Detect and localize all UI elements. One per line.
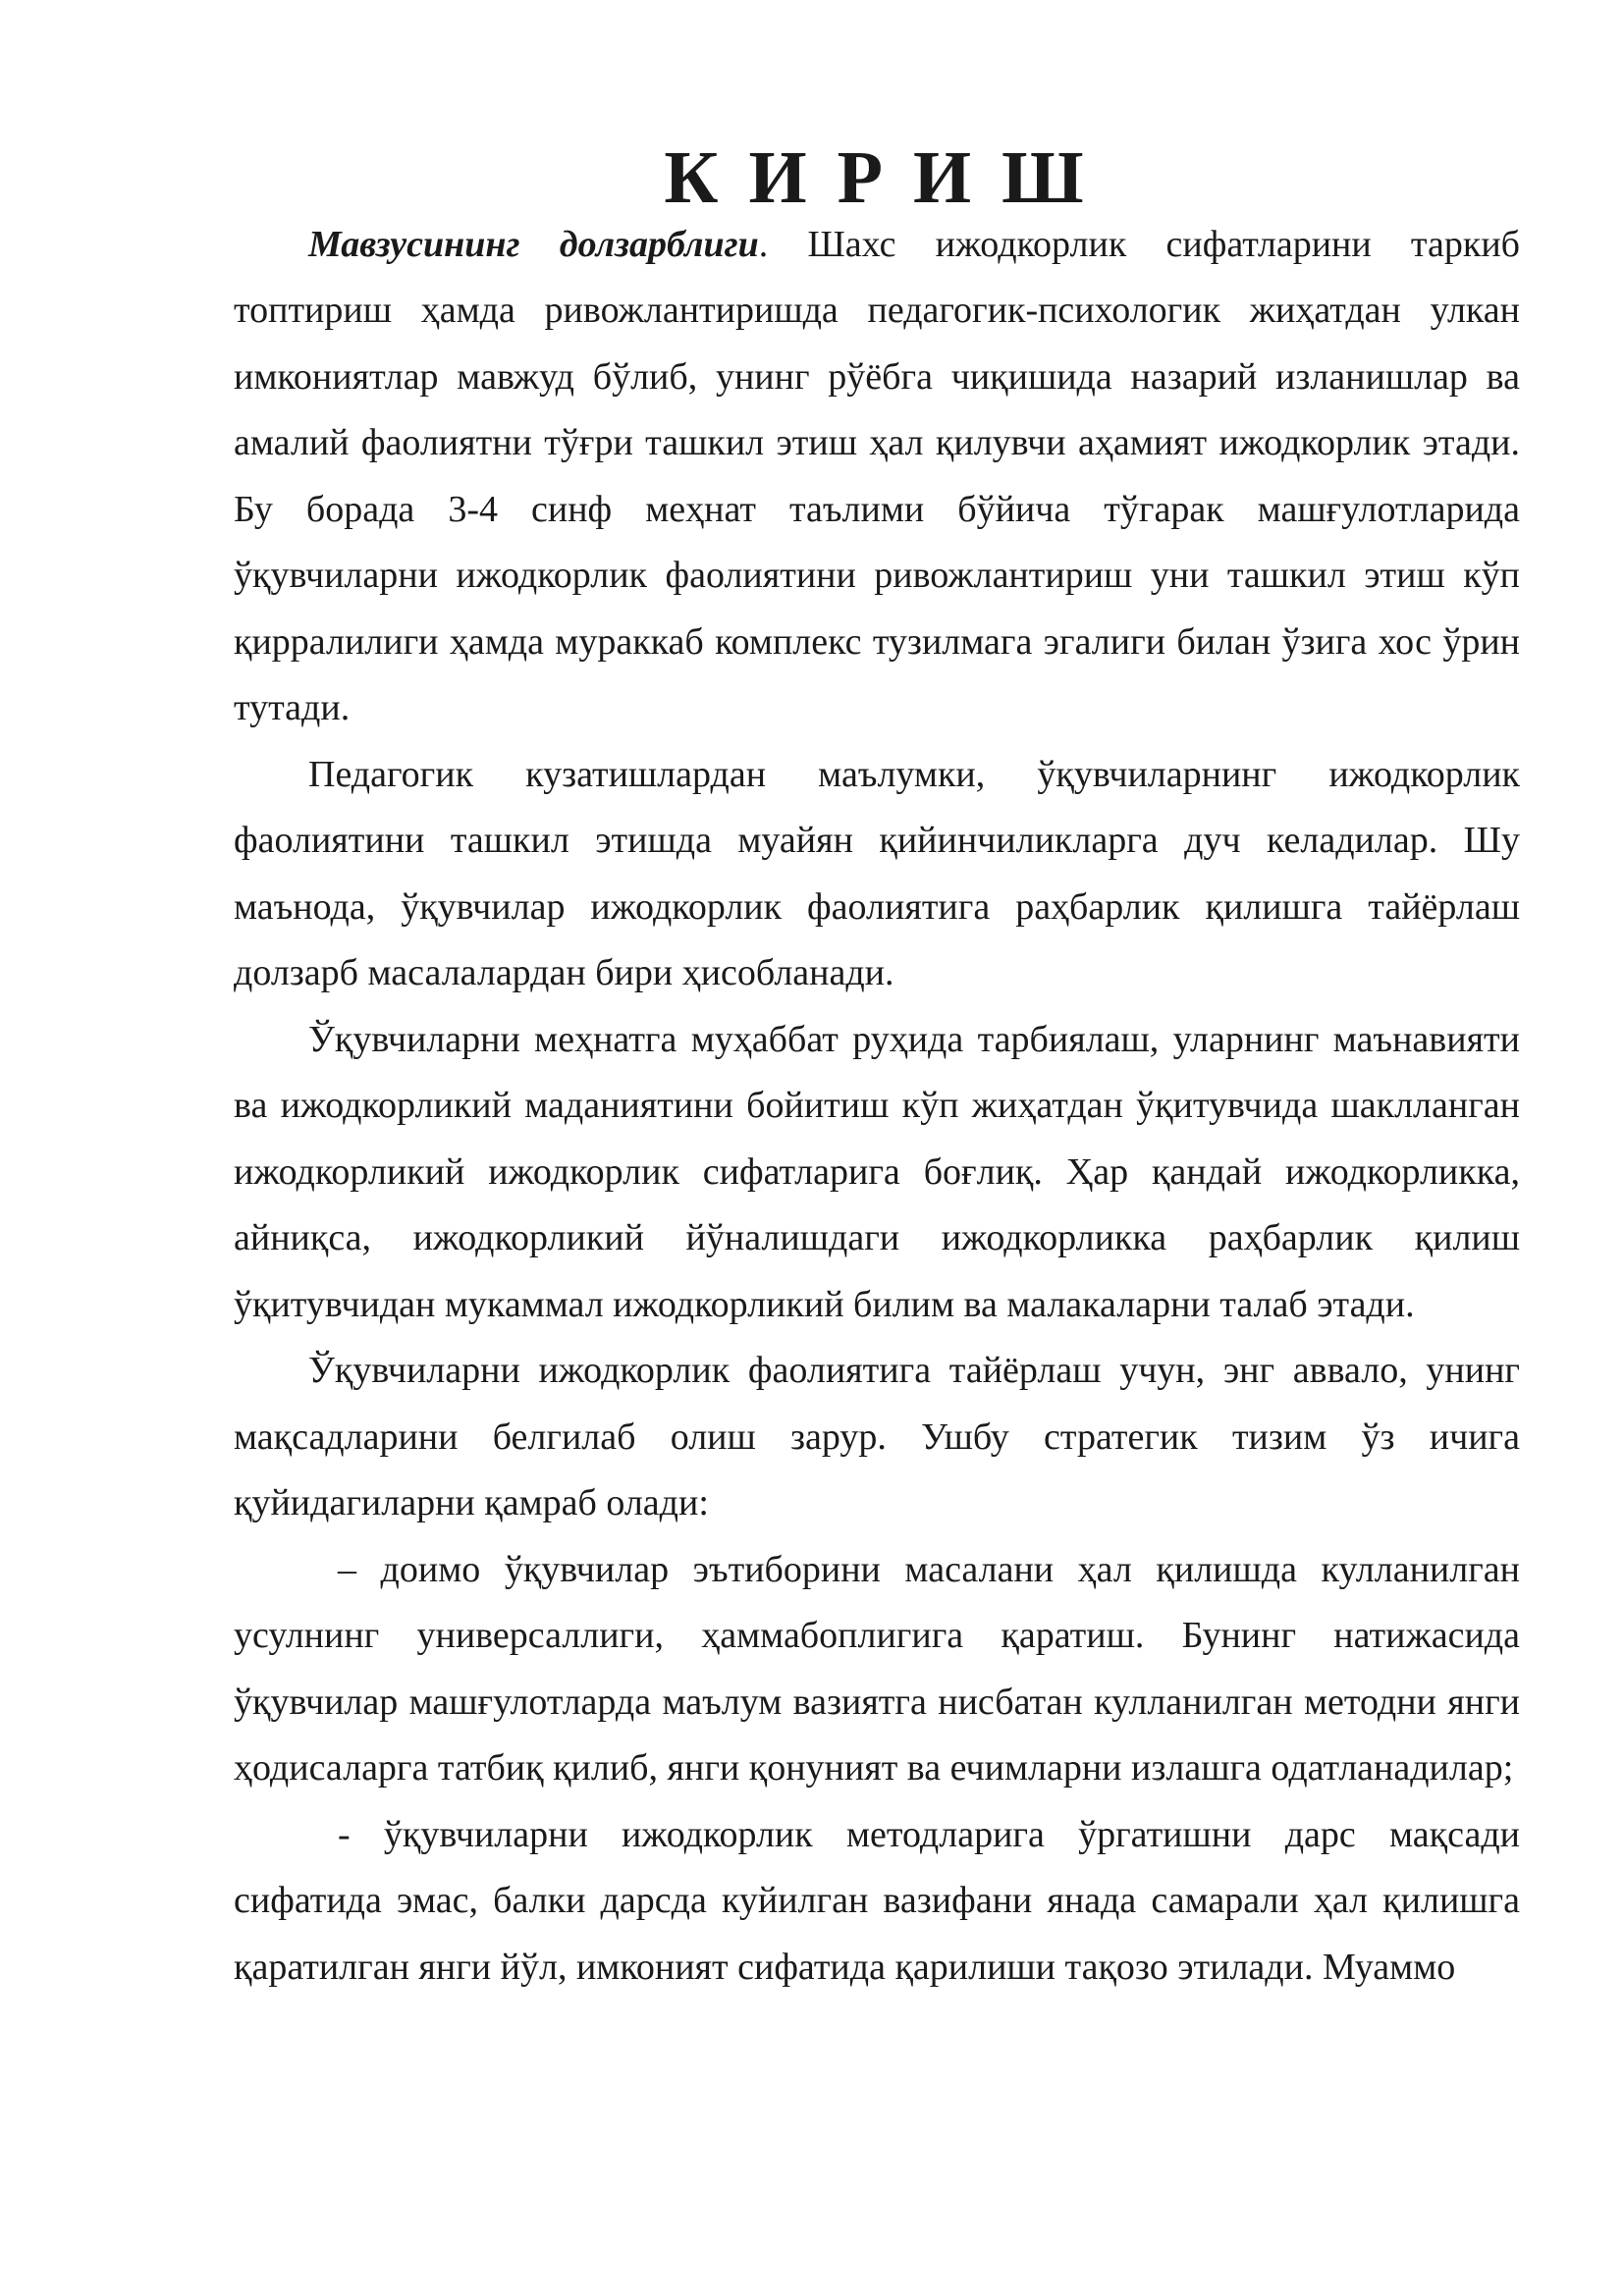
intro-text: . Шахс ижодкорлик сифатларини таркиб топтириш ҳамда ривожлантиришда педагогик-психологик жиҳатдан улкан имкониятлар мавжуд бўлиб, унинг рўёбга чиқишида назарий изланишлар ва амалий фаолиятни тўғри ташкил этиш ҳал қилувчи аҳамият ижодкорлик этади. Бу борада 3-4 синф меҳнат таълими бўйича тўгарак машғулотларида ўқувчиларни ижодкорлик фаолиятини ривожлантириш уни ташкил этиш кўп қирралилиги ҳамда мураккаб комплекс тузилмага эгалиги билан ўзига хос ўрин тутади.	[234, 223, 1520, 728]
paragraph-2: Ўқувчиларни меҳнатга муҳаббат руҳида тарбиялаш, уларнинг маънавияти ва ижодкорликий маданиятини бойитиш кўп жиҳатдан ўқитувчида шаклланган ижодкорликий ижодкорлик сифатларига боғлиқ. Ҳар қандай ижодкорликка, айниқса, ижодкорликий йўналишдаги ижодкорликка раҳбарлик қилиш ўқитувчидан мукаммал ижодкорликий билим ва малакаларни талаб этади.	[234, 1018, 1520, 1325]
document-page	[234, 136, 1520, 2001]
bullet-item-2: - ўқувчиларни ижодкорлик методларига ўргатишни дарс мақсади сифатида эмас, балки дарсда куйилган вазифани янада самарали ҳал қилишга қаратилган янги йўл, имконият сифатида қарилиши тақозо этилади. Муаммо	[234, 1813, 1520, 1988]
intro-paragraph	[234, 212, 1520, 742]
paragraph-1: Педагогик кузатишлардан маълумки, ўқувчиларнинг ижодкорлик фаолиятини ташкил этишда муайян қийинчиликларга дуч келадилар. Шу маънода, ўқувчилар ижодкорлик фаолиятига раҳбарлик қилишга тайёрлаш долзарб масалалардан бири ҳисобланади.	[234, 753, 1520, 993]
paragraph-3: Ўқувчиларни ижодкорлик фаолиятига тайёрлаш учун, энг аввало, унинг мақсадларини белгилаб олиш зарур. Ушбу стратегик тизим ўз ичига қуйидагиларни қамраб олади:	[234, 1350, 1520, 1523]
intro-lead: Мавзусининг долзарблиги	[308, 223, 759, 265]
bullet-item-1: – доимо ўқувчилар эътиборини масалани ҳал қилишда кулланилган усулнинг универсаллиги, ҳаммабоплигига қаратиш. Бунинг натижасида ўқувчилар машғулотларда маълум вазиятга нисбатан кулланилган методни янги ҳодисаларга татбиқ қилиб, янги қонуният ва ечимларни излашга одатланадилар;	[234, 1548, 1520, 1789]
page-title: К И Р И Ш	[664, 136, 1090, 219]
